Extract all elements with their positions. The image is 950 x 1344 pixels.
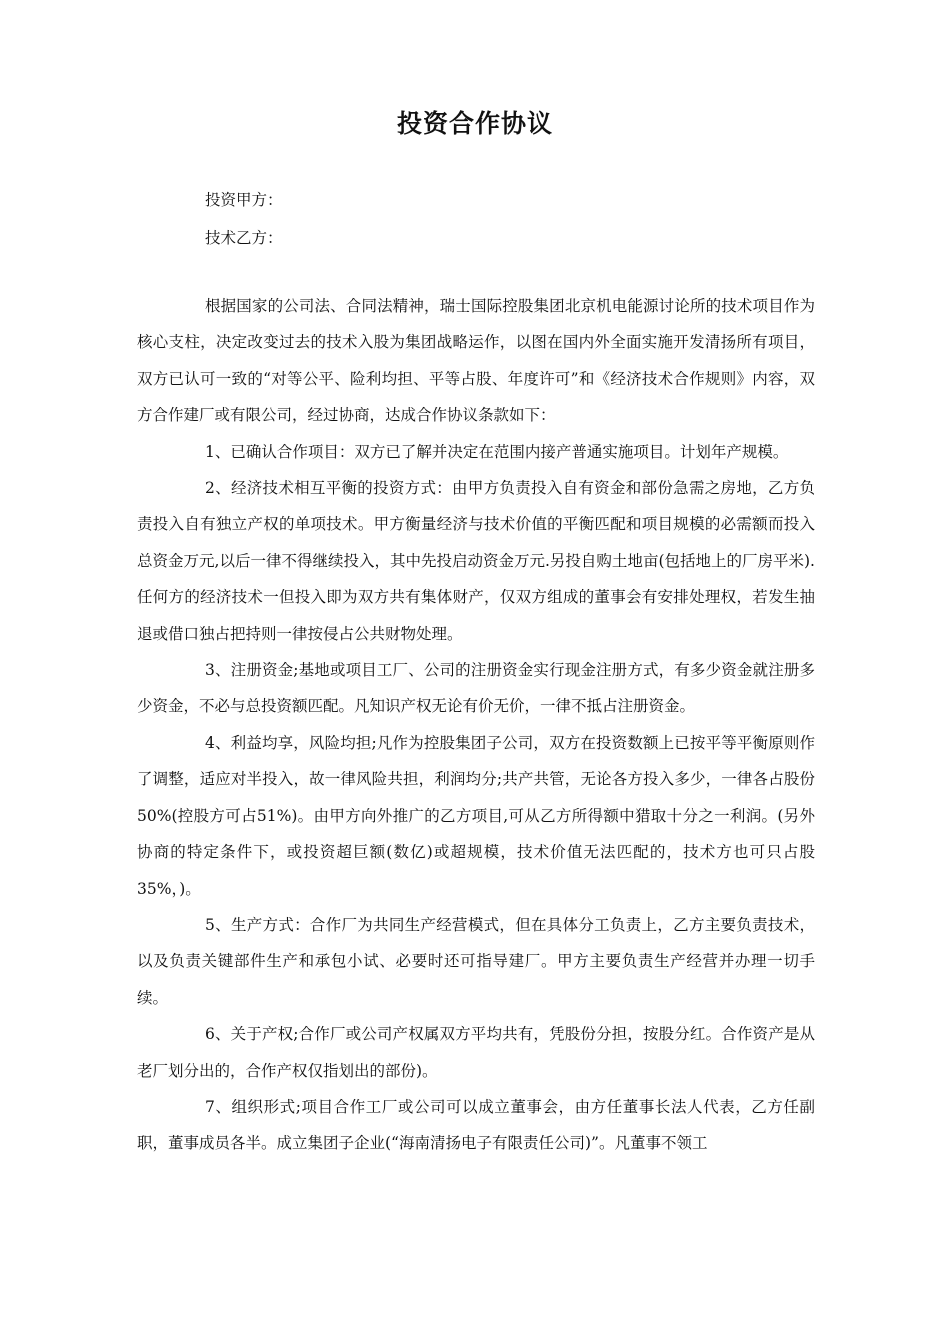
party-b-label: 技术乙方： bbox=[205, 229, 283, 247]
clause-1: 1、已确认合作项目：双方已了解并决定在范围内接产普通实施项目。计划年产规模。 bbox=[205, 442, 789, 461]
clause-6: 6、关于产权;合作厂或公司产权属双方平均共有，凭股份分担，按股分红。合作资产是从老厂划分出的，合作产权仅指划出的部份)。 bbox=[137, 1025, 815, 1080]
clause-5: 5、生产方式：合作厂为共同生产经营模式，但在具体分工负责上，乙方主要负责技术，以及负责关键部件生产和承包小试、必要时还可指导建厂。甲方主要负责生产经营并办理一切手续。 bbox=[137, 915, 815, 1007]
clause-3: 3、注册资金;基地或项目工厂、公司的注册资金实行现金注册方式，有多少资金就注册多少资金，不必与总投资额匹配。凡知识产权无论有价无价，一律不抵占注册资金。 bbox=[137, 661, 815, 716]
agreement-body bbox=[137, 288, 815, 1162]
party-a-label: 投资甲方： bbox=[205, 191, 283, 209]
clause-7: 7、组织形式;项目合作工厂或公司可以成立董事会，由方任董事长法人代表，乙方任副职，董事成员各半。成立集团子企业(“海南清扬电子有限责任公司)”。凡董事不领工 bbox=[137, 1097, 815, 1153]
document-title: 投资合作协议 bbox=[396, 109, 553, 138]
clause-4: 4、利益均享，风险均担;凡作为控股集团子公司，双方在投资数额上已按平等平衡原则作了调整，适应对半投入，故一律风险共担，利润均分;共产共管，无论各方投入多少，一律各占股份50%(控股方可占51%)。由甲方向外推广的乙方项目,可从乙方所得额中猎取十分之一利润。(另外协商的特定条件下，或投资超巨额(数亿)或超规模，技术价值无法匹配的，技术方也可只占股35%，)。 bbox=[137, 733, 815, 898]
clause-2: 2、经济技术相互平衡的投资方式：由甲方负责投入自有资金和部份急需之房地，乙方负责投入自有独立产权的单项技术。甲方衡量经济与技术价值的平衡匹配和项目规模的必需额而投入总资金万元,以后一律不得继续投入，其中先投启动资金万元.另投自购土地亩(包括地上的厂房平米).任何方的经济技术一但投入即为双方共有集体财产，仅双方组成的董事会有安排处理权，若发生抽退或借口独占把持则一律按侵占公共财物处理。 bbox=[137, 479, 815, 643]
intro-paragraph: 根据国家的公司法、合同法精神，瑞士国际控股集团北京机电能源讨论所的技术项目作为核心支柱，决定改变过去的技术入股为集团战略运作，以图在国内外全面实施开发清扬所有项目，双方已认可一致的“对等公平、险利均担、平等占股、年度许可”和《经济技术合作规则》内容，双方合作建厂或有限公司，经过协商，达成合作协议条款如下： bbox=[137, 297, 815, 425]
